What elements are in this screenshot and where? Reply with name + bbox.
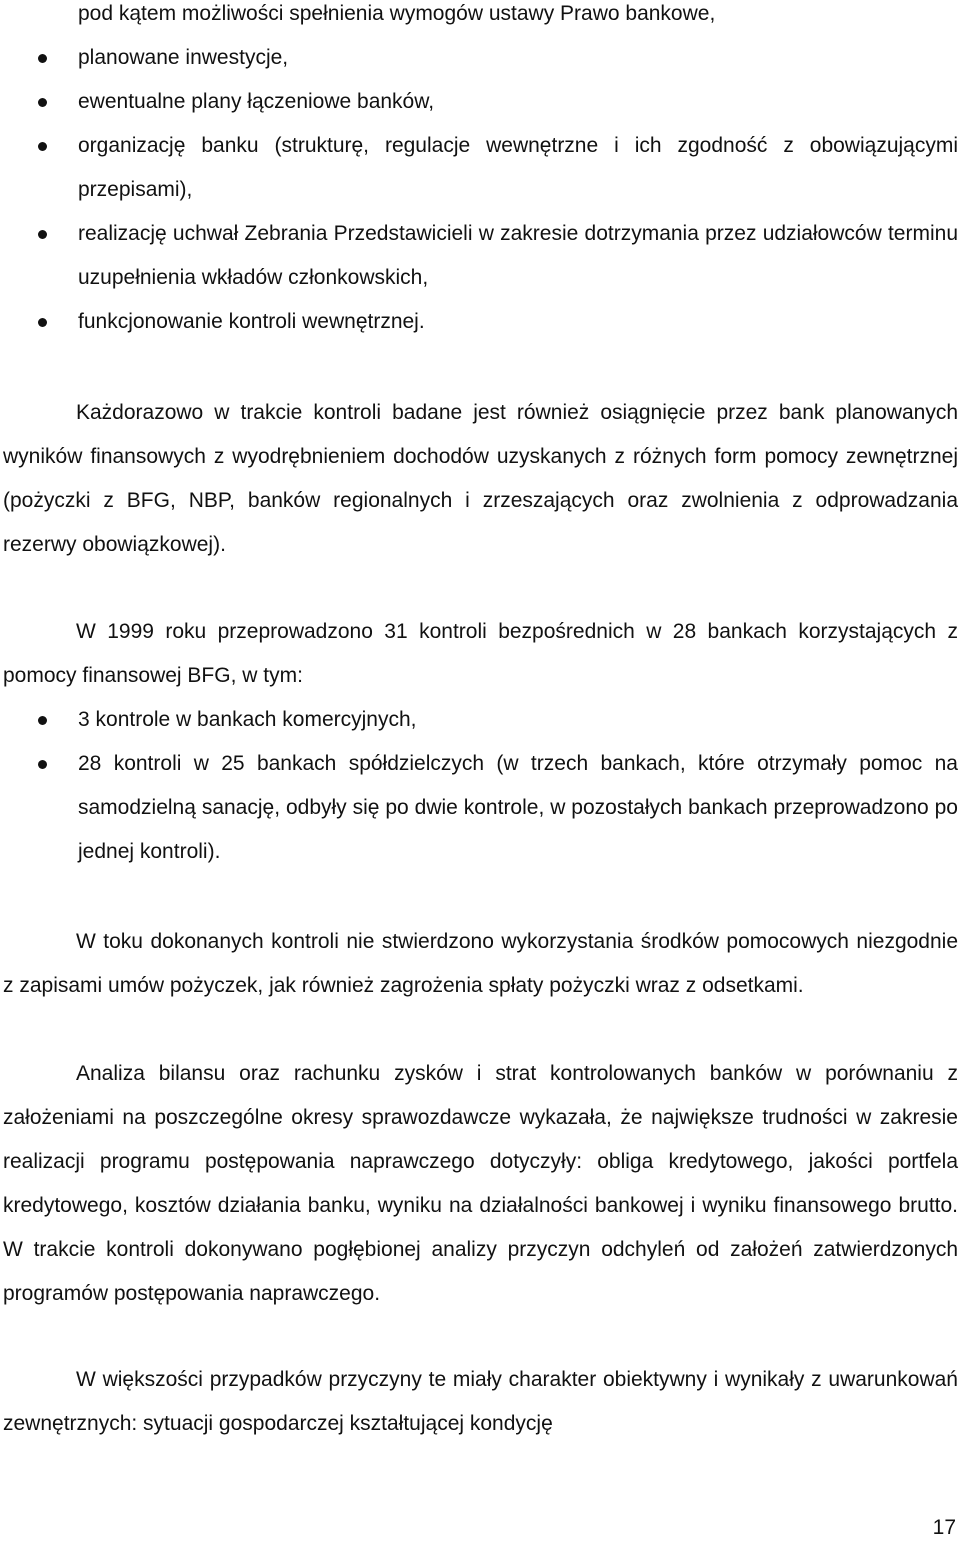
list-item	[0, 36, 958, 80]
list-item	[0, 124, 958, 212]
list-item	[0, 212, 958, 300]
list-item-text: 3 kontrole w bankach komercyjnych,	[78, 708, 417, 731]
list-item	[0, 698, 958, 742]
list-item-text: planowane inwestycje,	[78, 46, 289, 69]
paragraph: Każdorazowo w trakcie kontroli badane jest również osiągnięcie przez bank planowanych wyników finansowych z wyodrębnieniem dochodów uzyskanych z różnych form pomocy zewnętrznej (pożyczki z BFG, NBP, banków regionalnych i zrzeszających oraz zwolnienia z odprowadzania rezerwy obowiązkowej).	[3, 401, 958, 556]
paragraph: Analiza bilansu oraz rachunku zysków i strat kontrolowanych banków w porównaniu z założeniami na poszczególne okresy sprawozdawcze wykazała, że największe trudności w zakresie realizacji programu postępowania naprawczego dotyczyły: obliga kredytowego, jakości portfela kredytowego, kosztów działania banku, wyniku na działalności bankowej i wyniku finansowego brutto. W trakcie kontroli dokonywano pogłębionej analizy przyczyn odchyleń od założeń zatwierdzonych programów postępowania naprawczego.	[3, 1062, 958, 1305]
page-number: 17	[932, 1516, 956, 1539]
list-item-text: realizację uchwał Zebrania Przedstawicieli w zakresie dotrzymania przez udziałowców terminu uzupełnienia wkładów członkowskich,	[78, 222, 958, 289]
inspections-list	[0, 698, 958, 874]
list-item-text: ewentualne plany łączeniowe banków,	[78, 90, 435, 113]
list-item	[0, 80, 958, 124]
list-item	[0, 742, 958, 874]
list-item-text: organizację banku (strukturę, regulacje wewnętrzne i ich zgodność z obowiązującymi przepisami),	[78, 134, 958, 201]
paragraph: W 1999 roku przeprowadzono 31 kontroli bezpośrednich w 28 bankach korzystających z pomocy finansowej BFG, w tym:	[3, 620, 958, 687]
inspection-scope-list	[0, 0, 958, 344]
paragraph: W toku dokonanych kontroli nie stwierdzono wykorzystania środków pomocowych niezgodnie z zapisami umów pożyczek, jak również zagrożenia spłaty pożyczki wraz z odsetkami.	[3, 930, 958, 997]
list-item-text: funkcjonowanie kontroli wewnętrznej.	[78, 310, 425, 333]
list-item-text: pod kątem możliwości spełnienia wymogów ustawy Prawo bankowe,	[78, 2, 716, 25]
list-item-text: 28 kontroli w 25 bankach spółdzielczych (w trzech bankach, które otrzymały pomoc na samodzielną sanację, odbyły się po dwie kontrole, w pozostałych bankach przeprowadzono po jednej kontroli).	[78, 752, 958, 863]
paragraph: W większości przypadków przyczyny te miały charakter obiektywny i wynikały z uwarunkowań zewnętrznych: sytuacji gospodarczej kształtującej kondycję	[3, 1368, 958, 1435]
list-item	[0, 0, 958, 36]
list-item	[0, 300, 958, 344]
